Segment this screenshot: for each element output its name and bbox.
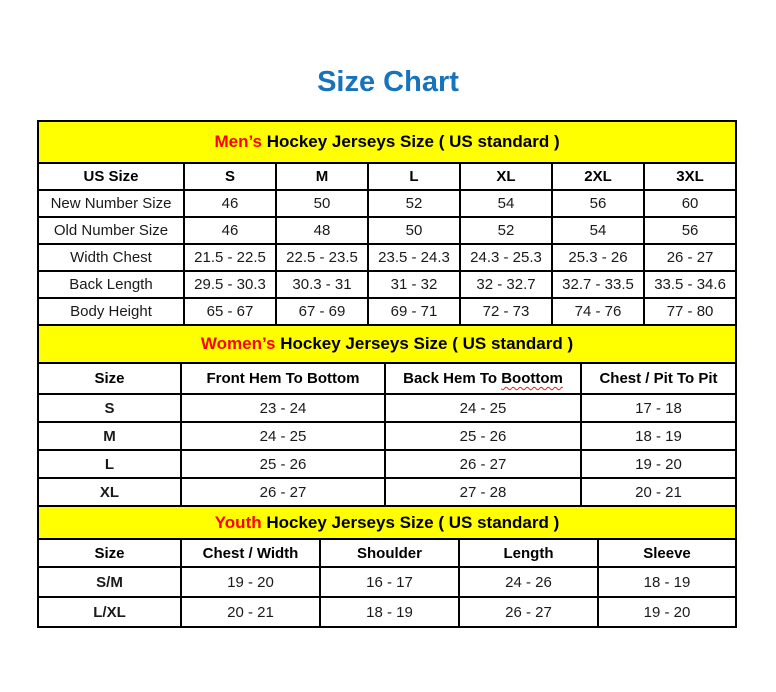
column-header: Sleeve [598,539,736,567]
value-cell: 56 [552,190,644,217]
value-cell: 19 - 20 [181,567,320,597]
column-header: Size [38,539,181,567]
column-header: Front Hem To Bottom [181,363,385,394]
value-cell: 72 - 73 [460,298,552,325]
column-header: 2XL [552,163,644,190]
table-row [38,271,736,298]
value-cell: 18 - 19 [581,422,736,450]
mens-size-table [37,120,737,326]
column-header: Shoulder [320,539,459,567]
row-label-cell: Old Number Size [38,217,184,244]
value-cell: 20 - 21 [181,597,320,627]
youth-size-table [37,505,737,628]
column-header-text: Back Hem To [403,370,502,387]
youth-section-band [38,506,736,539]
value-cell: 74 - 76 [552,298,644,325]
column-header: Chest / Width [181,539,320,567]
value-cell: 25 - 26 [181,450,385,478]
value-cell: 69 - 71 [368,298,460,325]
value-cell: 31 - 32 [368,271,460,298]
value-cell: 26 - 27 [644,244,736,271]
value-cell: 22.5 - 23.5 [276,244,368,271]
value-cell: 67 - 69 [276,298,368,325]
table-row [38,190,736,217]
value-cell: 46 [184,190,276,217]
value-cell: 54 [460,190,552,217]
row-label-cell: Body Height [38,298,184,325]
value-cell: 65 - 67 [184,298,276,325]
column-header: US Size [38,163,184,190]
mens-header-row [38,163,736,190]
value-cell: 25.3 - 26 [552,244,644,271]
table-row [38,422,736,450]
row-label-cell: S/M [38,567,181,597]
row-label-cell: Back Length [38,271,184,298]
value-cell: 16 - 17 [320,567,459,597]
value-cell: 23.5 - 24.3 [368,244,460,271]
column-header: Chest / Pit To Pit [581,363,736,394]
column-header: Size [38,363,181,394]
column-header: 3XL [644,163,736,190]
value-cell: 20 - 21 [581,478,736,506]
table-row [38,597,736,627]
womens-section-title [38,325,736,363]
value-cell: 50 [276,190,368,217]
value-cell: 46 [184,217,276,244]
youth-section-title-rest: Hockey Jerseys Size ( US standard ) [261,512,560,532]
column-header: L [368,163,460,190]
mens-section-title-highlight: Men’s [214,132,262,151]
mens-section-band [38,121,736,163]
value-cell: 24.3 - 25.3 [460,244,552,271]
mens-section-title-rest: Hockey Jerseys Size ( US standard ) [262,132,560,151]
table-row [38,450,736,478]
value-cell: 33.5 - 34.6 [644,271,736,298]
table-row [38,298,736,325]
value-cell: 18 - 19 [320,597,459,627]
value-cell: 18 - 19 [598,567,736,597]
value-cell: 21.5 - 22.5 [184,244,276,271]
size-chart [37,120,735,628]
column-header: M [276,163,368,190]
column-header: S [184,163,276,190]
value-cell: 24 - 25 [385,394,581,422]
value-cell: 26 - 27 [459,597,598,627]
womens-section-title-rest: Hockey Jerseys Size ( US standard ) [275,334,574,353]
value-cell: 19 - 20 [581,450,736,478]
table-row [38,244,736,271]
mens-section-title [38,121,736,163]
value-cell: 54 [552,217,644,244]
youth-section-title-highlight: Youth [214,512,262,532]
womens-header-row [38,363,736,394]
value-cell: 30.3 - 31 [276,271,368,298]
value-cell: 17 - 18 [581,394,736,422]
value-cell: 26 - 27 [385,450,581,478]
value-cell: 77 - 80 [644,298,736,325]
womens-size-table [37,324,737,507]
row-label-cell: Width Chest [38,244,184,271]
value-cell: 29.5 - 30.3 [184,271,276,298]
table-row [38,217,736,244]
value-cell: 24 - 26 [459,567,598,597]
value-cell: 56 [644,217,736,244]
value-cell: 52 [460,217,552,244]
misspelled-word: Boottom [501,370,563,387]
value-cell: 25 - 26 [385,422,581,450]
value-cell: 32 - 32.7 [460,271,552,298]
value-cell: 26 - 27 [181,478,385,506]
row-label-cell: M [38,422,181,450]
womens-section-band [38,325,736,363]
value-cell: 32.7 - 33.5 [552,271,644,298]
column-header [385,363,581,394]
youth-header-row [38,539,736,567]
column-header: Length [459,539,598,567]
table-row [38,567,736,597]
value-cell: 50 [368,217,460,244]
value-cell: 52 [368,190,460,217]
womens-section-title-highlight: Women’s [200,334,276,353]
value-cell: 23 - 24 [181,394,385,422]
value-cell: 48 [276,217,368,244]
value-cell: 19 - 20 [598,597,736,627]
row-label-cell: New Number Size [38,190,184,217]
row-label-cell: L/XL [38,597,181,627]
table-row [38,394,736,422]
youth-section-title [38,506,736,539]
row-label-cell: L [38,450,181,478]
row-label-cell: S [38,394,181,422]
value-cell: 27 - 28 [385,478,581,506]
value-cell: 24 - 25 [181,422,385,450]
page-title: Size Chart [317,66,459,98]
row-label-cell: XL [38,478,181,506]
value-cell: 60 [644,190,736,217]
column-header: XL [460,163,552,190]
table-row [38,478,736,506]
